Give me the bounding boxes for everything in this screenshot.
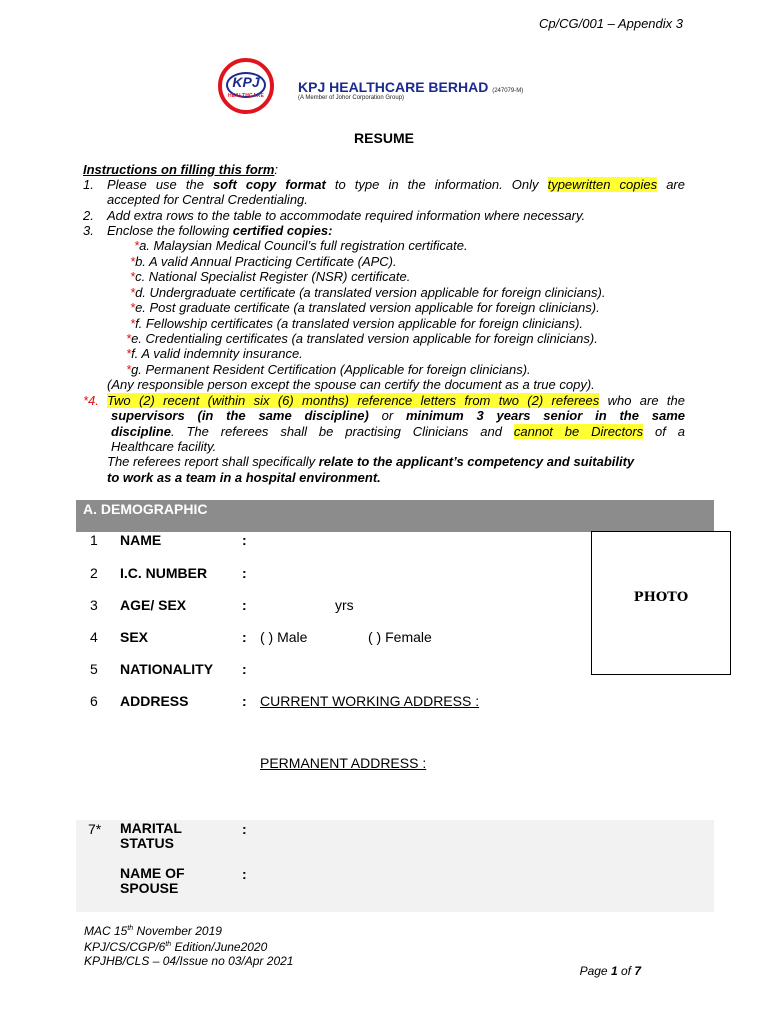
company-tagline: (A Member of Johor Corporation Group) (298, 95, 405, 101)
nationality-label: NATIONALITY (120, 661, 214, 677)
photo-label: PHOTO (633, 590, 689, 605)
instruction-4-text-line2: supervisors (in the same discipline) or minimum 3 years senior in the same (111, 408, 685, 423)
instruction-4-text-line3: discipline. The referees shall be practising Clinicians and cannot be Directors of a (111, 424, 685, 439)
footer-line: KPJ/CS/CGP/6th Edition/June2020 (84, 940, 268, 954)
current-address-label: CURRENT WORKING ADDRESS : (260, 693, 480, 709)
marital-status-label: MARITAL STATUS (120, 820, 182, 851)
permanent-address-field[interactable] (258, 774, 698, 814)
document-reference: Cp/CG/001 – Appendix 3 (538, 16, 683, 31)
company-logo (196, 52, 572, 124)
certified-copy-item: *e. Credentialing certificates (a translated version applicable for foreign clinicians). (126, 331, 598, 346)
sex-option-male[interactable]: ( ) Male (260, 629, 308, 645)
instruction-2-text: Add extra rows to the table to accommodate required information where necessary. (107, 208, 586, 223)
kpj-logo-mark: KPJ HEALTHCARE (218, 58, 274, 114)
sex-option-female[interactable]: ( ) Female (368, 629, 432, 645)
row-number: 1 (90, 532, 98, 548)
colon: : (242, 866, 247, 882)
certified-copy-item: *f. Fellowship certificates (a translated version applicable for foreign clinicians). (130, 316, 584, 331)
certified-copy-item: *g. Permanent Resident Certification (Applicable for foreign clinicians). (126, 362, 531, 377)
referee-report-note-line2: to work as a team in a hospital environment. (107, 470, 381, 485)
marital-status-field[interactable] (258, 820, 698, 840)
certified-copy-item: *e. Post graduate certificate (a translated version applicable for foreign clinicians). (130, 300, 600, 315)
row-number: 7* (88, 821, 102, 837)
footer-line: KPJHB/CLS – 04/Issue no 03/Apr 2021 (84, 954, 294, 968)
colon: : (242, 821, 247, 837)
referee-report-note: The referees report shall specifically relate to the applicant’s competency and suitability (107, 454, 635, 469)
ic-number-field[interactable] (258, 563, 578, 583)
certified-copy-item: *d. Undergraduate certificate (a translated version applicable for foreign clinicians). (130, 285, 606, 300)
address-label: ADDRESS (120, 693, 189, 709)
colon: : (242, 532, 247, 548)
colon: : (242, 693, 247, 709)
instruction-1-number: 1. (83, 177, 94, 192)
row-number: 5 (90, 661, 98, 677)
row-number: 6 (90, 693, 98, 709)
nationality-field[interactable] (258, 659, 578, 679)
page-title: RESUME (354, 130, 414, 146)
instruction-4-text: Two (2) recent (within six (6) months) reference letters from two (2) referees who are the (107, 393, 686, 408)
certified-copy-item: *b. A valid Annual Practicing Certificate (APC). (130, 254, 397, 269)
company-name: KPJ HEALTHCARE BERHAD (247079-M) (298, 79, 524, 95)
instruction-1-text: Please use the soft copy format to type in the information. Only typewritten copies are (107, 177, 685, 192)
name-field[interactable] (258, 530, 578, 550)
certified-copy-item: *f. A valid indemnity insurance. (126, 346, 303, 361)
instruction-2-number: 2. (83, 208, 94, 223)
colon: : (242, 565, 247, 581)
spouse-name-field[interactable] (258, 865, 698, 885)
row-number: 2 (90, 565, 98, 581)
instructions-heading: Instructions on filling this form: (83, 162, 279, 177)
ic-number-label: I.C. NUMBER (120, 565, 208, 581)
age-unit: yrs (335, 597, 354, 613)
certified-copy-item: *c. National Specialist Register (NSR) certificate. (130, 269, 411, 284)
row-number: 3 (90, 597, 98, 613)
page-number: Page 1 of 7 (579, 964, 641, 978)
section-a-title: A. DEMOGRAPHIC (83, 501, 208, 517)
instruction-3-text: Enclose the following certified copies: (107, 223, 333, 238)
colon: : (242, 661, 247, 677)
colon: : (242, 597, 247, 613)
row-number: 4 (90, 629, 98, 645)
age-sex-label: AGE/ SEX (120, 597, 187, 613)
footer-line: MAC 15th November 2019 (84, 924, 222, 938)
spouse-name-label: NAME OF SPOUSE (120, 865, 185, 896)
instruction-3-number: 3. (83, 223, 94, 238)
footer-revision-info (84, 922, 293, 968)
name-label: NAME (120, 532, 162, 548)
certified-copy-item: *a. Malaysian Medical Council’s full registration certificate. (134, 238, 468, 253)
current-address-field[interactable] (258, 712, 698, 752)
colon: : (242, 629, 247, 645)
instruction-4-text-line4: Healthcare facility. (111, 439, 217, 454)
section-a-header (76, 500, 714, 532)
permanent-address-label: PERMANENT ADDRESS : (260, 755, 427, 771)
photo-box (591, 531, 731, 675)
sex-label: SEX (120, 629, 149, 645)
certification-note: (Any responsible person except the spouse can certify the document as a true copy). (107, 377, 595, 392)
instruction-1-text-line2: accepted for Central Credentialing. (107, 192, 308, 207)
instruction-4-number: *4. (83, 393, 99, 408)
